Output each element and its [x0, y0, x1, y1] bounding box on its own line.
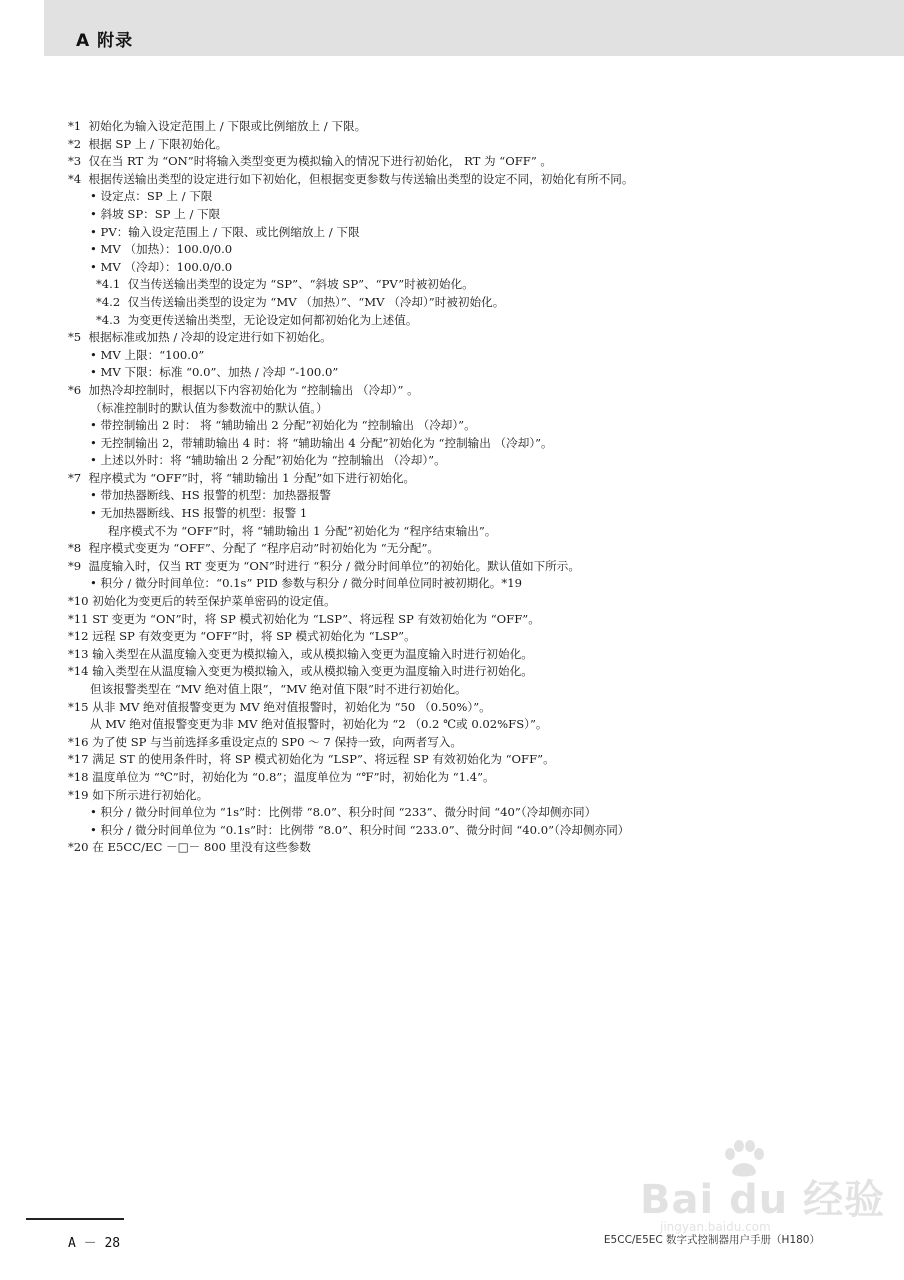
- header-bar: [44, 0, 904, 56]
- footnote-item: *9 温度输入时，仅当 RT 变更为 “ON”时进行 “积分 / 微分时间单位”的初始化。默认值如下所示。: [68, 558, 580, 573]
- footnote-subitem: • MV 下限：标准 “0.0”、加热 / 冷却 “-100.0”: [90, 365, 339, 380]
- footnote-subitem: 但该报警类型在 “MV 绝对值上限”，“MV 绝对值下限”时不进行初始化。: [90, 682, 467, 696]
- footnote-subitem: *4.1 仅当传送输出类型的设定为 “SP”、“斜坡 SP”、“PV”时被初始化。: [96, 277, 474, 292]
- footnote-subitem: • 上述以外时：将 “辅助输出 2 分配”初始化为 “控制输出 （冷却）”。: [90, 453, 446, 468]
- footnote-item: *19 如下所示进行初始化。: [68, 787, 209, 802]
- footnote-subitem: • 带控制输出 2 时： 将 “辅助输出 2 分配”初始化为 “控制输出 （冷却）”。: [90, 418, 476, 433]
- footnote-item: *10 初始化为变更后的转至保护菜单密码的设定值。: [68, 594, 336, 609]
- footnote-subitem: • 积分 / 微分时间单位为 “0.1s”时：比例带 “8.0”、积分时间 “233.0”、微分时间 “40.0”（冷却侧亦同）: [90, 822, 630, 837]
- footnote-item: *6 加热冷却控制时，根据以下内容初始化为 “控制输出 （冷却）” 。: [68, 382, 419, 397]
- footnote-subitem: • MV （加热）：100.0/0.0: [90, 242, 233, 257]
- footnote-item: *11 ST 变更为 “ON”时，将 SP 模式初始化为 “LSP”、将远程 SP 有效初始化为 “OFF”。: [68, 611, 540, 626]
- footnote-item: *3 仅在当 RT 为 “ON”时将输入类型变更为模拟输入的情况下进行初始化， RT 为 “OFF” 。: [68, 154, 553, 169]
- footnote-subitem: • 无控制输出 2，带辅助输出 4 时：将 “辅助输出 4 分配”初始化为 “控制输出 （冷却）”。: [90, 435, 553, 450]
- footnote-subitem: • 无加热器断线、HS 报警的机型：报警 1: [90, 506, 308, 521]
- footnote-item: *12 远程 SP 有效变更为 “OFF”时，将 SP 模式初始化为 “LSP”。: [68, 629, 416, 644]
- footnote-item: *20 在 E5CC/EC －□－ 800 里没有这些参数: [68, 840, 311, 855]
- footnote-item: *8 程序模式变更为 “OFF”、分配了 “程序启动”时初始化为 “无分配”。: [68, 541, 440, 556]
- footnote-item: *13 输入类型在从温度输入变更为模拟输入，或从模拟输入变更为温度输入时进行初始化。: [68, 646, 533, 661]
- footnote-item: *17 满足 ST 的使用条件时，将 SP 模式初始化为 “LSP”、将远程 SP 有效初始化为 “OFF”。: [68, 752, 555, 767]
- footnote-item: *14 输入类型在从温度输入变更为模拟输入，或从模拟输入变更为温度输入时进行初始化。: [68, 664, 533, 679]
- footnote-subitem: • 积分 / 微分时间单位：“0.1s” PID 参数与积分 / 微分时间单位同时被初期化。*19: [90, 576, 522, 591]
- footnote-item: *1 初始化为输入设定范围上 / 下限或比例缩放上 / 下限。: [68, 119, 367, 133]
- footnote-subitem: • 斜坡 SP：SP 上 / 下限: [90, 206, 221, 221]
- footnote-item: *7 程序模式为 “OFF”时，将 “辅助输出 1 分配”如下进行初始化。: [68, 470, 416, 485]
- footnote-item: *5 根据标准或加热 / 冷却的设定进行如下初始化。: [68, 330, 332, 345]
- footnote-subitem: • MV 上限：“100.0”: [90, 347, 205, 362]
- footnote-item: *2 根据 SP 上 / 下限初始化。: [68, 136, 228, 151]
- footnotes-list: [68, 118, 858, 857]
- footnote-subitem: • 设定点：SP 上 / 下限: [90, 189, 213, 204]
- page-number: A － 28: [68, 1236, 121, 1251]
- footnote-subitem: （标准控制时的默认值为参数流中的默认值。）: [90, 400, 328, 415]
- footnote-subitem: *4.3 为变更传送输出类型，无论设定如何都初始化为上述值。: [96, 312, 418, 327]
- footnote-item: *18 温度单位为 “℃”时，初始化为 “0.8”；温度单位为 “℉”时，初始化为 “1.4”。: [68, 769, 495, 784]
- footnote-subitem: *4.2 仅当传送输出类型的设定为 “MV （加热）”、“MV （冷却）”时被初始化。: [96, 294, 505, 309]
- footnote-item: *16 为了使 SP 与当前选择多重设定点的 SP0 ～ 7 保持一致，向两者写入。: [68, 734, 463, 749]
- footer-rule: [26, 1218, 124, 1220]
- footnote-subitem: • 带加热器断线、HS 报警的机型：加热器报警: [90, 488, 331, 503]
- chapter-title: A 附录: [76, 31, 134, 51]
- footnote-subitem: 程序模式不为 “OFF”时，将 “辅助输出 1 分配”初始化为 “程序结束输出”。: [108, 523, 497, 538]
- footnote-subitem: • MV （冷却）：100.0/0.0: [90, 259, 233, 274]
- footnote-item: *15 从非 MV 绝对值报警变更为 MV 绝对值报警时，初始化为 “50 （0.50%）”。: [68, 699, 491, 714]
- manual-title: E5CC/E5EC 数字式控制器用户手册（H180）: [603, 1234, 820, 1246]
- footnote-subitem: • 积分 / 微分时间单位为 “1s”时：比例带 “8.0”、积分时间 “233”、微分时间 “40”（冷却侧亦同）: [90, 805, 597, 820]
- watermark-text: Bai du 经验: [640, 1177, 886, 1223]
- footnote-item: *4 根据传送输出类型的设定进行如下初始化，但根据变更参数与传送输出类型的设定不同，初始化有所不同。: [68, 171, 634, 186]
- footnote-subitem: 从 MV 绝对值报警变更为非 MV 绝对值报警时，初始化为 “2 （0.2 ℃或 0.02%FS）”。: [90, 717, 548, 732]
- watermark-url: jingyan.baidu.com: [660, 1220, 771, 1234]
- footnote-subitem: • PV：输入设定范围上 / 下限、或比例缩放上 / 下限: [90, 224, 360, 239]
